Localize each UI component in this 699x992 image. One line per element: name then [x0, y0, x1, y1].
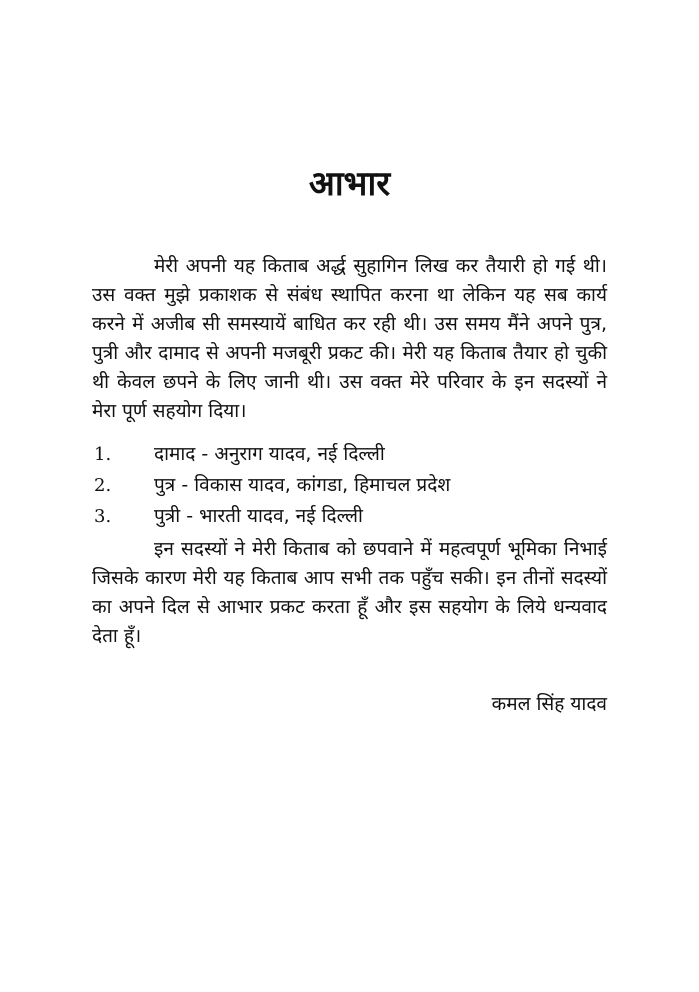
list-item-number: 2.	[94, 475, 112, 496]
list-item	[92, 501, 607, 532]
list-item-text: पुत्री - भारती यादव, नई दिल्ली	[154, 505, 363, 527]
list-item-number: 1.	[94, 444, 112, 465]
list-item-text: पुत्र - विकास यादव, कांगडा, हिमाचल प्रदेश	[154, 474, 451, 496]
acknowledgement-paragraph-2: इन सदस्यों ने मेरी किताब को छपवाने में महत्वपूर्ण भूमिका निभाई जिसके कारण मेरी यह किताब आप सभी तक पहुँच सकी। इन तीनों सदस्यों का अपने दिल से आभार प्रकट करता हूँ और इस सहयोग के लिये धन्यवाद देता हूँ।	[92, 538, 607, 647]
page-title: आभार	[308, 164, 391, 204]
list-item	[92, 439, 607, 470]
author-signature: कमल सिंह यादव	[491, 693, 607, 715]
acknowledgement-paragraph-1: मेरी अपनी यह किताब अर्द्ध सुहागिन लिख कर तैयारी हो गई थी। उस वक्त मुझे प्रकाशक से संबंध स्थापित करना था लेकिन यह सब कार्य करने में अजीब सी समस्यायें बाधित कर रही थी। उस समय मैंने अपने पुत्र, पुत्री और दामाद से अपनी मजबूरी प्रकट की। मेरी यह किताब तैयार हो चुकी थी केवल छपने के लिए जानी थी। उस वक्त मेरे परिवार के इन सदस्यों ने मेरा पूर्ण सहयोग दिया।	[92, 255, 607, 422]
list-item-text: दामाद - अनुराग यादव, नई दिल्ली	[154, 443, 385, 465]
list-item	[92, 470, 607, 501]
contributors-list	[92, 439, 607, 532]
list-item-number: 3.	[94, 506, 112, 527]
